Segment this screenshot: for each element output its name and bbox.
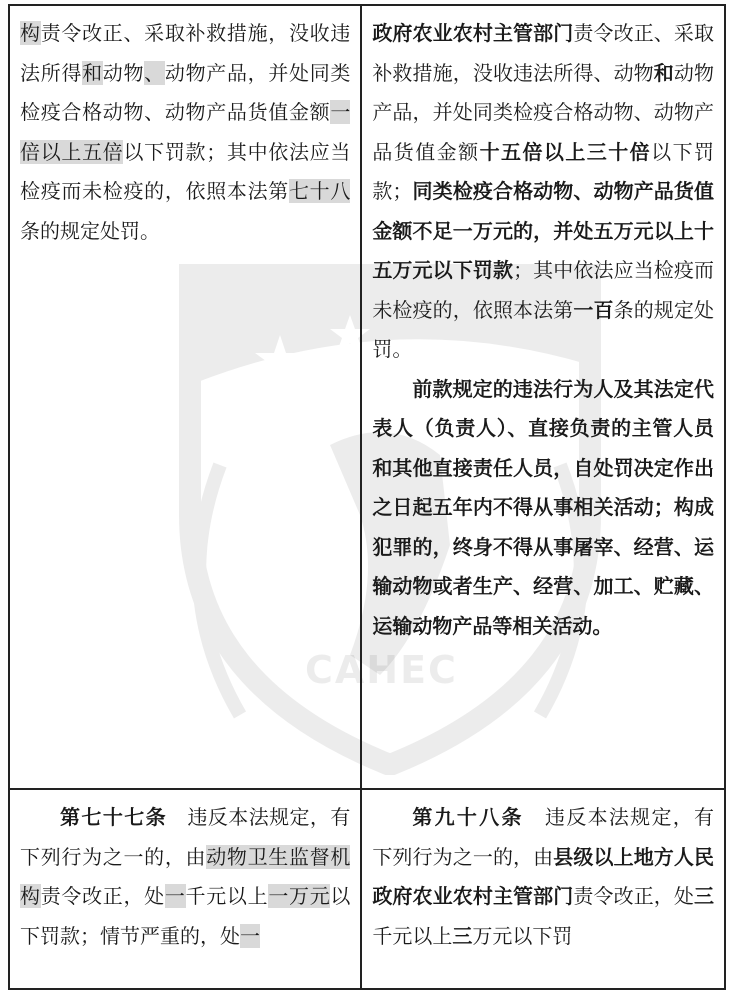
paragraph <box>372 14 714 370</box>
new-law-cell <box>361 5 725 789</box>
paragraph <box>20 14 350 251</box>
text-segment: 一 <box>164 884 186 908</box>
text-segment: 万元以下罚 <box>472 923 573 948</box>
text-segment: 县级以上地方人民政府农业农村主管部门 <box>372 844 715 908</box>
text-segment: 一百 <box>573 297 614 322</box>
text-segment: 三 <box>452 923 473 948</box>
text-segment: 责令改正、采取补救措施，没收违法所得 <box>20 21 351 85</box>
text-segment: 政府农业农村主管部门 <box>372 21 574 45</box>
watermark-text: CAHEC <box>305 648 458 692</box>
law-comparison-table <box>8 4 726 990</box>
text-segment: 一倍以上五倍 <box>20 100 351 164</box>
old-law-cell <box>9 5 361 789</box>
text-segment: 和 <box>82 60 103 85</box>
new-law-cell <box>361 789 725 989</box>
paragraph <box>372 370 714 647</box>
text-segment: 动物产品，并处同类检疫合格动物、动物产品货值金额 <box>372 60 715 164</box>
text-segment: 动物卫生监督机构 <box>20 844 351 908</box>
paragraph <box>372 798 714 956</box>
text-segment: 千元以上 <box>185 884 269 908</box>
text-segment: 前款规定的违法行为人及其法定代表人（负责人）、直接负责的主管人员和其他直接责任人员，自处罚决定作出之日起五年内不得从事相关活动；构成犯罪的，终身不得从事屠宰、经营、运输动物或者生产、经营、加工、贮藏、运输动物产品等相关活动。 <box>372 376 714 638</box>
table-row <box>9 5 725 789</box>
text-segment: 动物产品，并处同类检疫合格动物、动物产品货值金额 <box>20 60 351 124</box>
text-segment: 和 <box>653 60 674 85</box>
article-number: 第七十七条 <box>60 805 168 829</box>
text-segment: 三 <box>694 884 715 908</box>
text-segment: 以下罚款； <box>372 139 715 203</box>
text-segment: 动物 <box>102 60 145 85</box>
text-segment: 条的规定处罚。 <box>372 297 715 361</box>
paragraph <box>20 798 350 956</box>
text-segment: 责令改正、采取补救措施，没收违法所得、动物 <box>372 21 715 85</box>
text-segment: 条的规定处罚。 <box>20 218 160 243</box>
text-segment: ；其中依法应当检疫而未检疫的，依照本法第 <box>372 258 715 322</box>
text-segment: 十五倍以上三十倍 <box>479 139 652 164</box>
text-segment: 以下罚款；情节严重的，处 <box>20 884 351 948</box>
text-segment: 同类检疫合格动物、动物产品货值金额不足一万元的，并处五万元以上十五万元以下罚款 <box>372 179 715 282</box>
text-segment: 违反本法规定，有下列行为之一的，由 <box>20 805 351 869</box>
text-segment: 千元以上 <box>372 923 453 948</box>
text-segment: 、 <box>144 60 165 85</box>
text-segment: 构 <box>20 21 41 45</box>
text-segment: 违反本法规定，有下列行为之一的，由 <box>372 805 715 869</box>
text-segment: 一万元 <box>268 884 331 908</box>
text-segment: 责令改正，处 <box>40 884 165 908</box>
text-segment: 以下罚款；其中依法应当检疫而未检疫的，依照本法第 <box>20 139 351 203</box>
text-segment: 七十八 <box>288 179 351 203</box>
article-number: 第九十八条 <box>412 805 524 829</box>
old-law-cell <box>9 789 361 989</box>
table-row <box>9 789 725 989</box>
text-segment: 责令改正，处 <box>573 884 695 908</box>
text-segment: 一 <box>240 923 260 948</box>
